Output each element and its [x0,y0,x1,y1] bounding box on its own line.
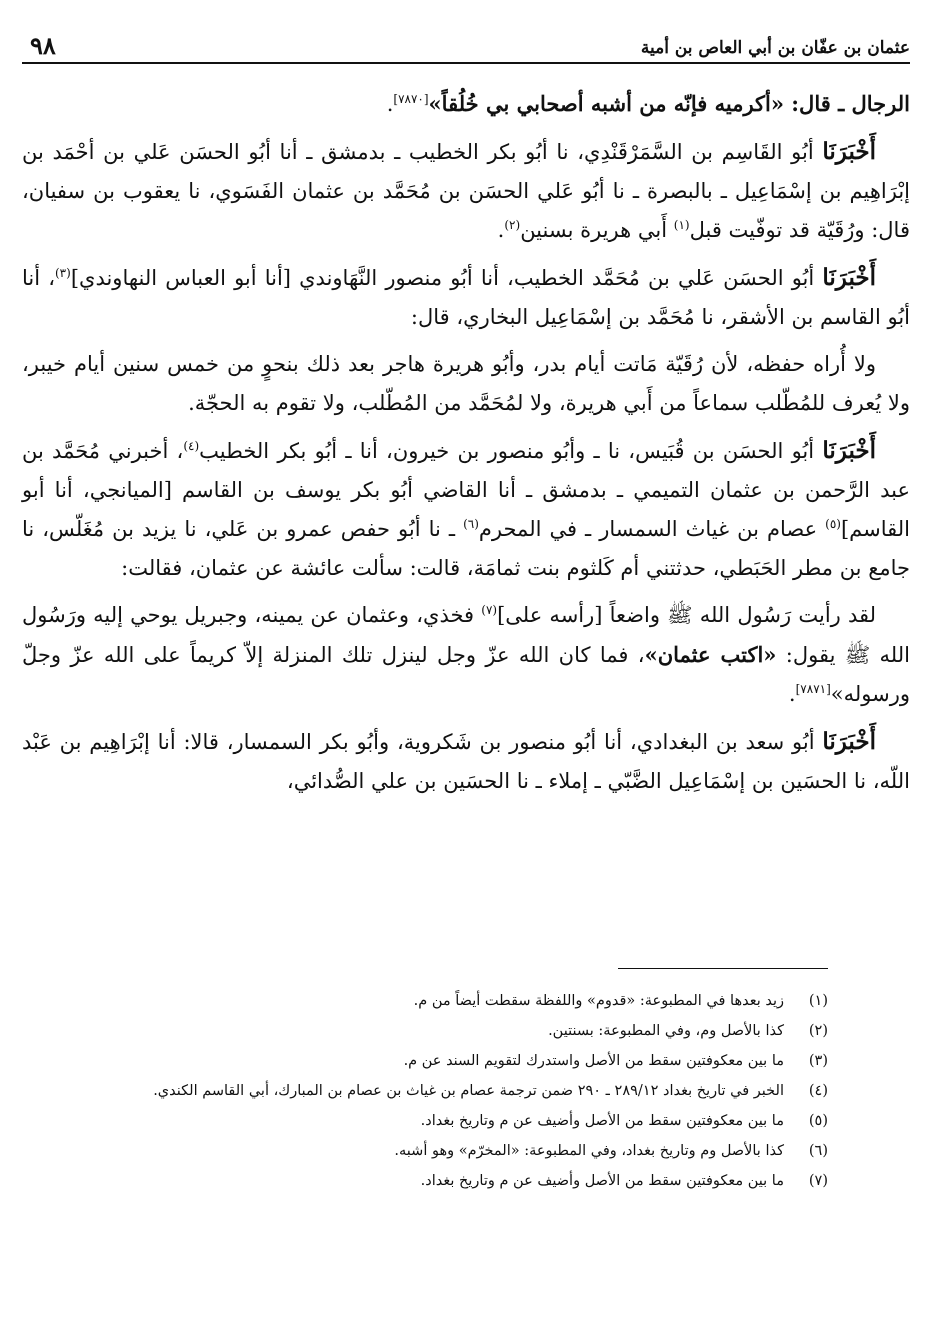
footnote-number: (٤) [808,1083,828,1099]
akhbarana-lead: أَخْبَرَنَا [822,138,876,165]
footnote-number: (٦) [808,1143,828,1159]
footnote-item [100,1048,828,1074]
paragraph-2 [22,132,910,250]
paragraph-text: ، أخبرني مُحَمَّد بن عبد الرَّحمن بن عثمان التميمي ـ بدمشق ـ أنا القاضي أبُو بكر يوسف بن القاسم [الميانجي، أنا أبو القاسم] [22,439,911,541]
page-number: ٩٨ [30,31,56,60]
hadith-number: [٧٨٧١] [795,682,831,696]
akhbarana-lead: أَخْبَرَنَا [822,437,876,464]
footnote-ref-5: (٥) [825,517,841,531]
akhbarana-lead: أَخْبَرَنَا [822,264,877,291]
paragraph-7 [22,722,910,801]
paragraph-1 [22,84,910,124]
paragraph-text: ولا أُراه حفظه، لأن رُقَيّة مَاتت أيام بدر، وأبُو هريرة هاجر بعد ذلك بنحوٍ من خمس سنين أيام خيبر، ولا يُعرف للمُطّلب سماعاً من أَبي هريرة، ولا لمُحَمَّد من المُطّلب، ولا تقوم به الحجّة. [22,352,910,415]
footnote-text: ما بين معكوفتين سقط من الأصل وأضيف عن م وتاريخ بغداد. [420,1173,784,1189]
footnote-ref-3: (٣) [54,266,71,280]
paragraph-text: ـ نا أبُو حفص عمرو بن عَلي، نا يزيد بن مُغَلّس، نا جامع بن مطر الحَبَطي، حدثتني أم كَلثوم بنت ثمامَة، قالت: سألت عائشة عن عثمان، فقالت: [22,517,910,580]
footnote-item [100,1168,828,1194]
paragraph-4 [22,345,910,423]
footnote-item [100,988,828,1014]
footnote-text: كذا بالأصل وم، وفي المطبوعة: بسنتين. [548,1023,784,1039]
paragraph-text: أبُو القَاسِم بن السَّمَرْقَنْدِي، نا أبُو بكر الخطيب ـ بدمشق ـ أنا أبُو الحسَن عَلي بن أحْمَد بن إبْرَاهِيم بن إسْمَاعِيل ـ بالبصرة ـ نا أبُو عَلي الحسَن بن مُحَمَّد بن عثمان الفَسَوي، نا يعقوب بن سفيان، قال: ورُقَيّة قد توفّيت قبل [22,140,910,242]
footnote-ref-6: (٦) [463,517,479,531]
paragraph-3 [22,258,910,337]
paragraph-end: . [497,218,505,242]
footnote-number: (٣) [808,1053,828,1069]
footnote-ref-1: (١) [673,218,690,232]
paragraph-text: لقد رأيت رَسُول الله ﷺ واضعاً [رأسه على] [497,603,877,627]
footnote-ref-7: (٧) [481,603,498,617]
paragraph-text: أَبي هريرة بسنين [520,218,668,242]
footnote-separator [618,968,828,969]
footnotes [100,988,828,1198]
footnote-item [100,1138,828,1164]
paragraph-text: فخذي، وعثمان عن يمينه، وجبريل يوحي إليه ورَسُول الله ﷺ يقول: [22,603,910,667]
footnote-text: زيد بعدها في المطبوعة: «قدوم» واللفظة سقطت أيضاً من م. [413,993,784,1009]
running-title: عثمان بن عفّان بن أبي العاص بن أمية [640,38,910,58]
footnote-item [100,1018,828,1044]
paragraph-text: الرجال ـ قال: «أكرميه فإنّه من أشبه أصحابي بي خُلُقاً» [428,91,910,116]
footnote-item [100,1078,828,1104]
akhbarana-lead: أَخْبَرَنَا [822,728,876,755]
footnote-item [100,1108,828,1134]
main-text [22,84,910,809]
paragraph-6 [22,596,910,714]
footnote-text: ما بين معكوفتين سقط من الأصل واستدرك لتقويم السند عن م. [403,1053,784,1069]
paragraph-text: ، أنا أبُو القاسم بن الأشقر، نا مُحَمَّد بن إسْمَاعِيل البخاري، قال: [22,266,910,329]
paragraph-5 [22,431,910,588]
page-header [22,28,910,64]
footnote-number: (١) [808,993,828,1009]
paragraph-text: ، فما كان الله عزّ وجل لينزل تلك المنزلة إلاّ كريماً على الله عزّ وجلّ ورسوله» [22,643,910,706]
paragraph-end: . [788,682,796,706]
quoted-phrase: «اكتب عثمان» [644,642,777,667]
footnote-number: (٧) [808,1173,828,1189]
footnote-number: (٢) [808,1023,828,1039]
paragraph-end: . [386,92,394,116]
paragraph-text: أبُو الحسَن بن قُبَيس، نا ـ وأبُو منصور بن خيرون، أنا ـ أبُو بكر الخطيب [199,439,815,463]
hadith-number: [٧٨٧٠] [393,92,429,106]
footnote-text: كذا بالأصل وم وتاريخ بغداد، وفي المطبوعة: «المخرّم» وهو أشبه. [394,1143,784,1159]
paragraph-text: عصام بن غياث السمسار ـ في المحرم [478,517,826,541]
footnote-number: (٥) [808,1113,828,1129]
footnote-text: الخبر في تاريخ بغداد ٢٨٩/١٢ ـ ٢٩٠ ضمن ترجمة عصام بن غياث بن عصام بن المبارك، أبي القاسم الكندي. [153,1083,784,1099]
footnote-ref-4: (٤) [183,439,200,453]
footnote-ref-2: (٢) [504,218,521,232]
footnote-text: ما بين معكوفتين سقط من الأصل وأضيف عن م وتاريخ بغداد. [420,1113,784,1129]
paragraph-text: أبُو سعد بن البغدادي، أنا أبُو منصور بن شَكروية، وأبُو بكر السمسار، قالا: أنا إبْرَاهِيم بن عَبْد اللّه، نا الحسَين بن إسْمَاعِيل الضَّبّي ـ إملاء ـ نا الحسَين بن علي الصُّدائي، [22,730,910,793]
paragraph-text: أبُو الحسَن عَلي بن مُحَمَّد الخطيب، أنا أبُو منصور النَّهَاوندي [أنا أبو العباس النهاوندي] [70,266,815,290]
